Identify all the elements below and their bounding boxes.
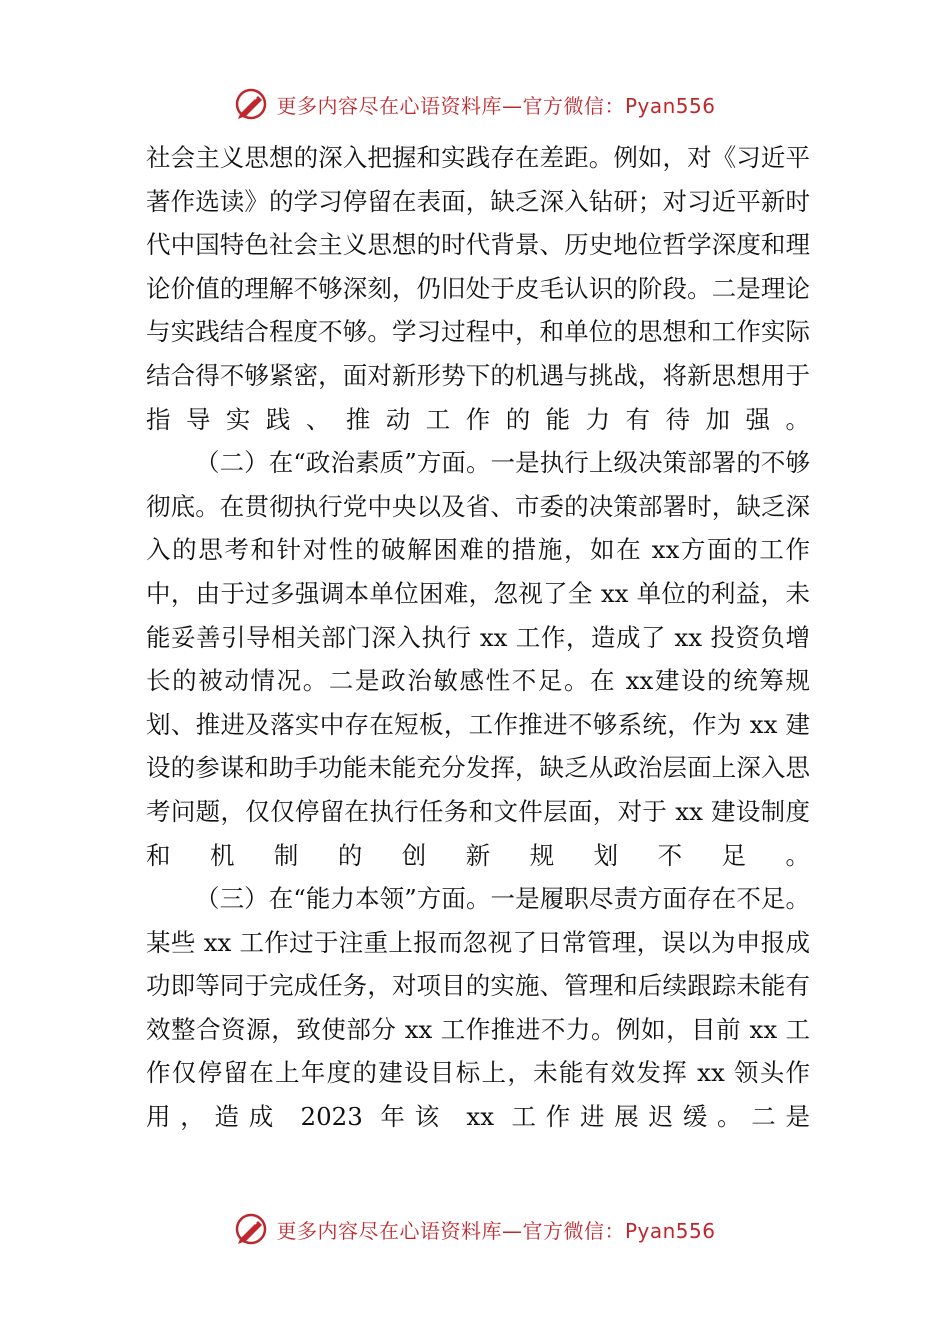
paragraph-3: （三）在“能力本领”方面。一是履职尽责方面存在不足。某些 xx 工作过于注重上报而忽视了日常管理，误以为申报成功即等同于完成任务，对项目的实施、管理和后续跟踪未能有效整合资源，致使部分 xx 工作推进不力。例如，目前 xx 工作仅停留在上年度的建设目标上，未能有效发挥 xx 领头作用，造成 2023 年该 xx 工作进展迟缓。二是 [146,884,811,1132]
footer-banner-text: 更多内容尽在心语资料库—官方微信：Pyan556 [276,1218,716,1243]
red-pen-logo-icon [234,1212,268,1246]
header-banner [0,84,950,124]
footer-banner [0,1209,950,1249]
header-banner-text: 更多内容尽在心语资料库—官方微信：Pyan556 [276,93,716,118]
paragraph-2: （二）在“政治素质”方面。一是执行上级决策部署的不够彻底。在贯彻执行党中央以及省、市委的决策部署时，缺乏深入的思考和针对性的破解困难的措施，如在 xx方面的工作中，由于过多强调本单位困难，忽视了全 xx 单位的利益，未能妥善引导相关部门深入执行 xx 工作，造成了 xx 投资负增长的被动情况。二是政治敏感性不足。在 xx建设的统筹规划、推进及落实中存在短板，工作推进不够系统，作为 xx 建设的参谋和助手功能未能充分发挥，缺乏从政治层面上深入思考问题，仅仅停留在执行任务和文件层面，对于 xx 建设制度和机制的创新规划不足。 [146,448,811,870]
paragraph-1: 社会主义思想的深入把握和实践存在差距。例如，对《习近平著作选读》的学习停留在表面，缺乏深入钻研；对习近平新时代中国特色社会主义思想的时代背景、历史地位哲学深度和理论价值的理解不够深刻，仍旧处于皮毛认识的阶段。二是理论与实践结合程度不够。学习过程中，和单位的思想和工作实际结合得不够紧密，面对新形势下的机遇与挑战，将新思想用于指导实践、推动工作的能力有待加强。 [146,143,811,434]
red-pen-logo-icon [234,87,268,121]
document-body [146,136,810,1139]
